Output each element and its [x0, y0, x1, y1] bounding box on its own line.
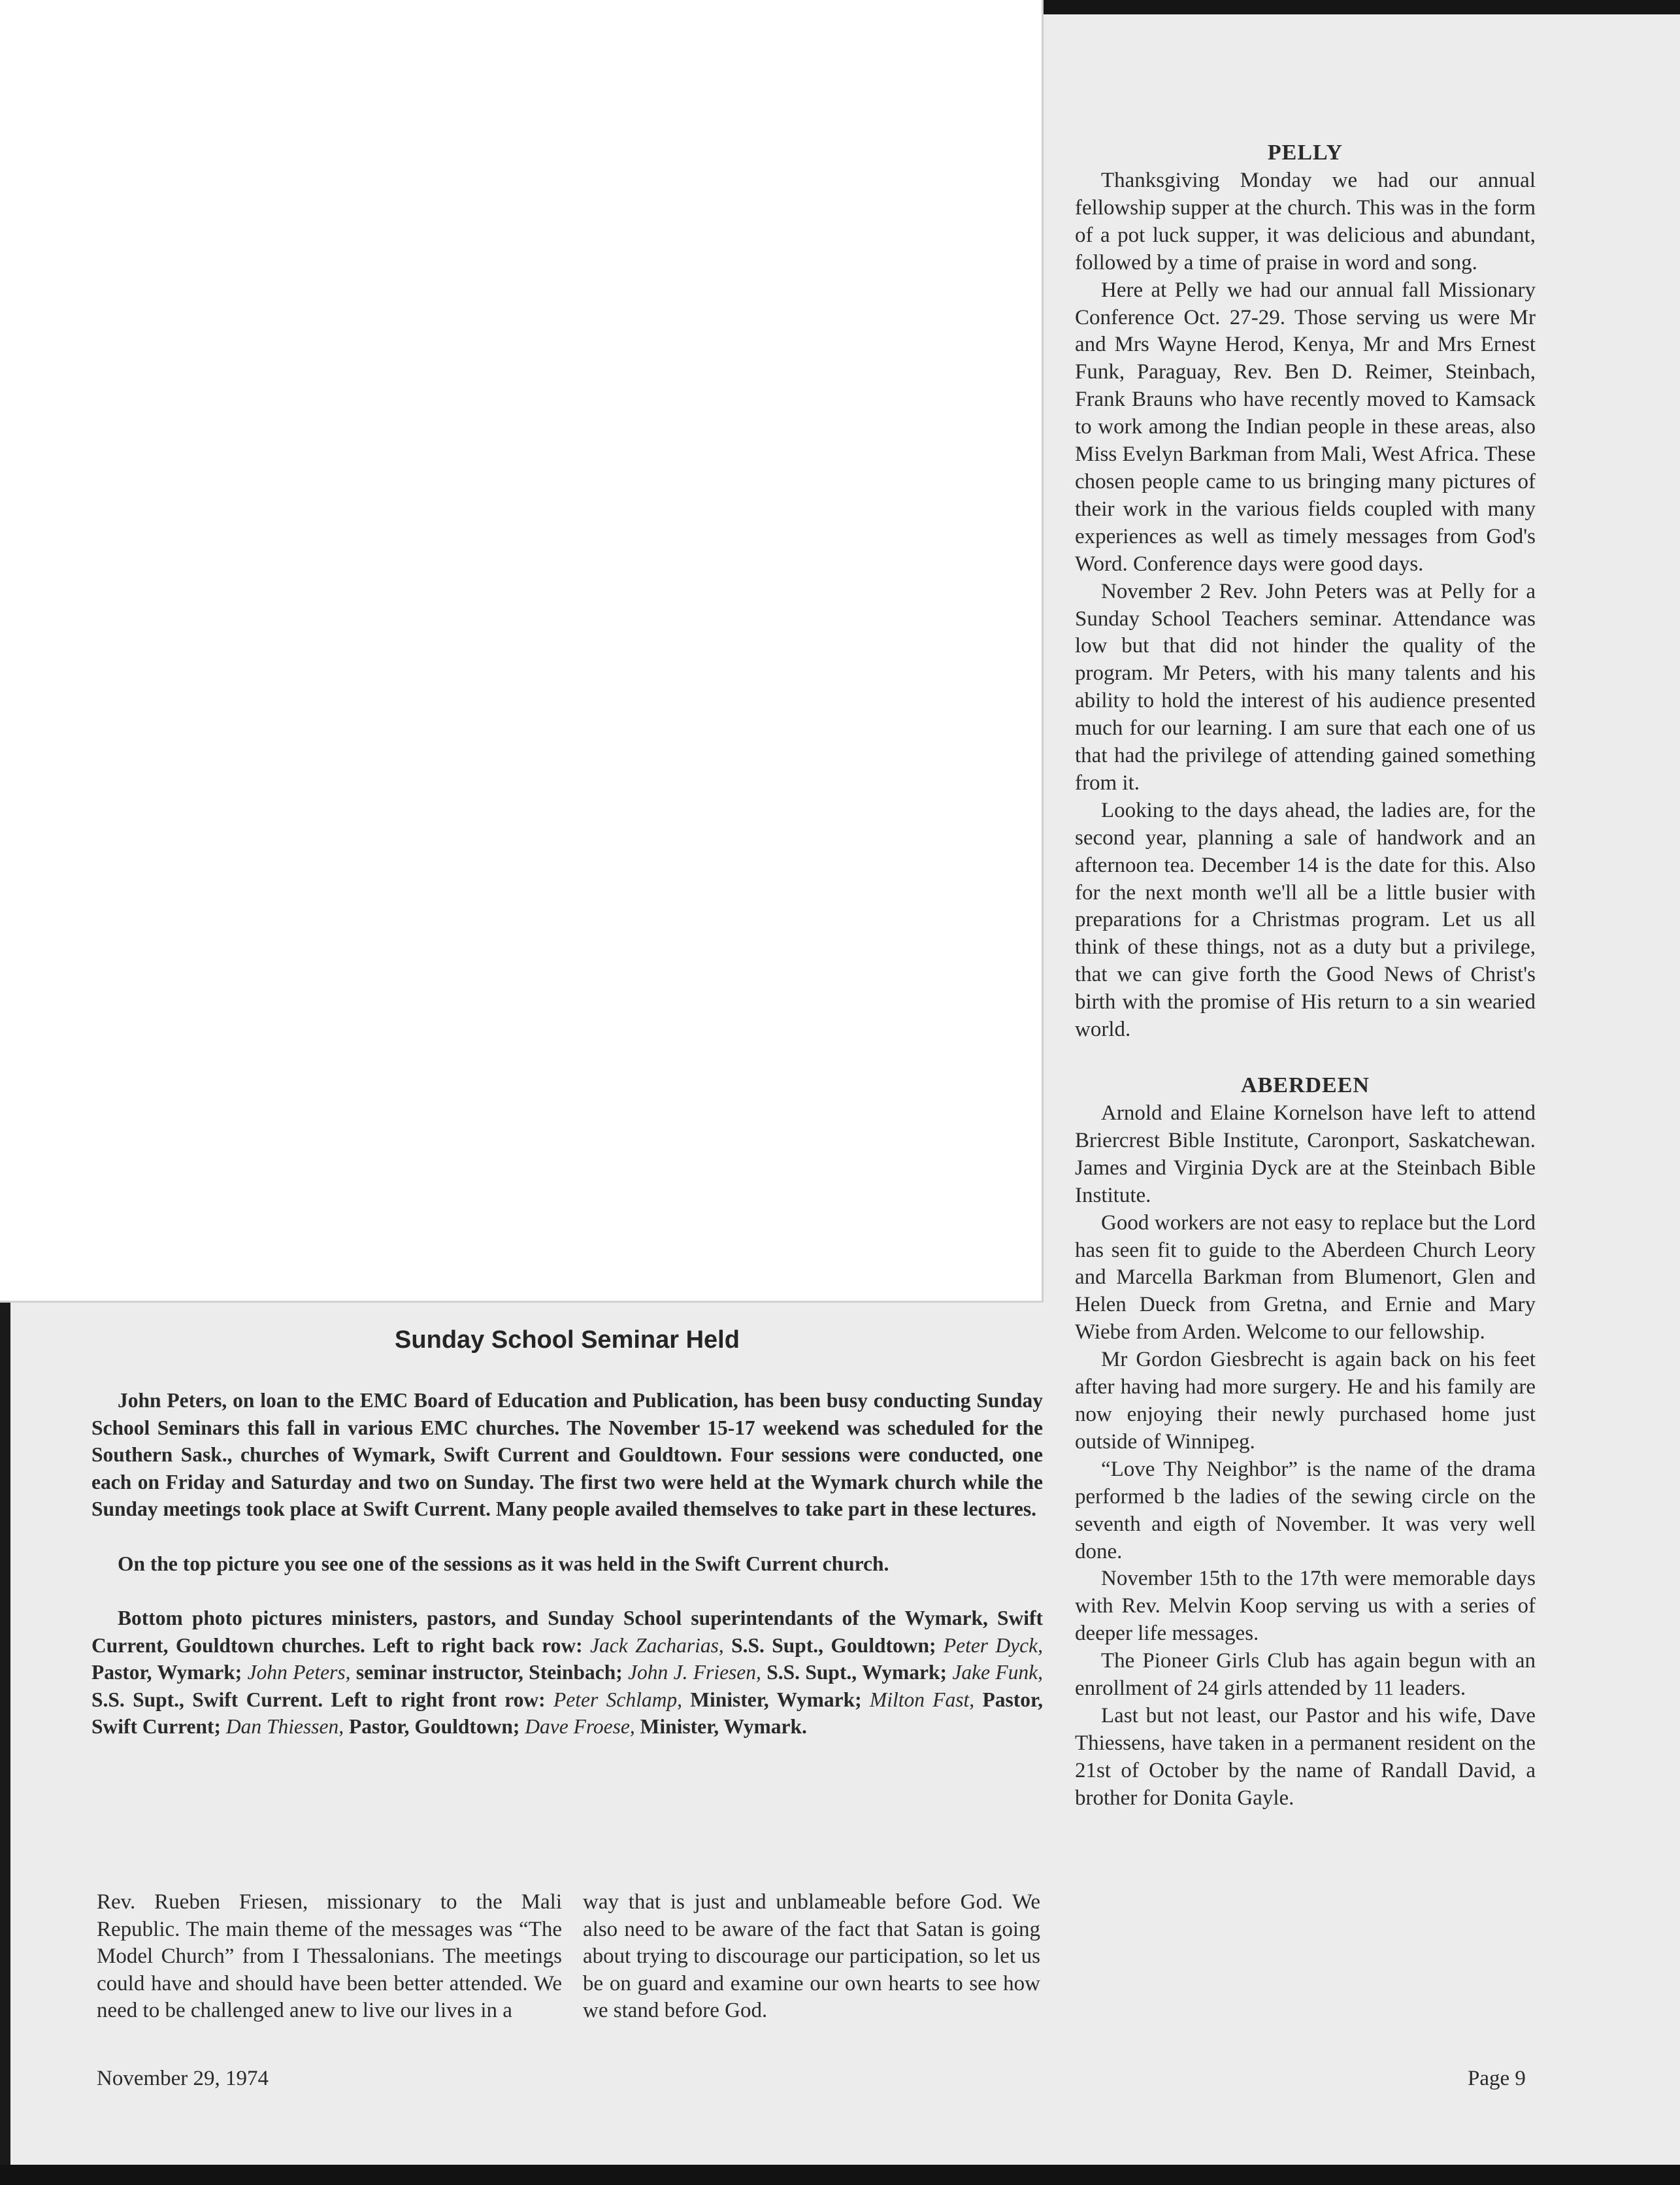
- continued-text-2: way that is just and unblameable before God. We also need to be aware of the fact that Satan is going about trying to discourage our participation, so let us be on guard and examine our own hearts to see how we stand before God.: [583, 1890, 1040, 2022]
- footer-date: November 29, 1974: [97, 2067, 269, 2090]
- caption-role: S.S. Supt., Wymark;: [761, 1661, 953, 1684]
- aberdeen-paragraph-5: November 15th to the 17th were memorable days with Rev. Melvin Koop serving us with a series of deeper life messages.: [1075, 1567, 1536, 1646]
- caption-role: Pastor, Wymark;: [91, 1661, 248, 1684]
- caption-name: Dave Froese,: [525, 1715, 635, 1738]
- caption-role: S.S. Supt., Gouldtown;: [723, 1633, 944, 1657]
- caption-name: John J. Friesen,: [628, 1661, 761, 1684]
- caption-role: Minister, Wymark;: [682, 1688, 870, 1711]
- seminar-paragraph-2: On the top picture you see one of the sessions as it was held in the Swift Current church.: [118, 1552, 889, 1575]
- seminar-article: [91, 1320, 1043, 1741]
- scan-edge-bottom: [0, 2165, 1680, 2185]
- seminar-paragraph-1: John Peters, on loan to the EMC Board of Education and Publication, has been busy conducting Sunday School Seminars this fall in various EMC churches. The November 15-17 weekend was scheduled for the Southern Sask., churches of Wymark, Swift Current and Gouldtown. Four sessions were conducted, one each on Friday and Saturday and two on Sunday. The first two were held at the Wymark church while the Sunday meetings took place at Swift Current. Many people availed themselves to take part in these lectures.: [91, 1389, 1043, 1520]
- pelly-paragraph-3: November 2 Rev. John Peters was at Pelly for a Sunday School Teachers seminar. Attendance was low but that did not hinder the quality of the program. Mr Peters, with his many talents and his ability to hold the interest of his audience presented much for our learning. I am sure that each one of us that had the privilege of attending gained something from it.: [1075, 579, 1536, 795]
- continued-text-1: Rev. Rueben Friesen, missionary to the Mali Republic. The main theme of the messages was “The Model Church” from I Thessalonians. The meetings could have and should have been better attended. We need to be challenged anew to live our lives in a: [97, 1890, 562, 2022]
- caption-role: Pastor, Gouldtown;: [344, 1715, 525, 1738]
- paste-up-seam: [1042, 0, 1044, 1302]
- caption-role: S.S. Supt., Swift Current. Left to right front row:: [91, 1688, 554, 1711]
- scan-edge-left: [0, 1302, 10, 2165]
- continued-column-1: [97, 1889, 562, 2025]
- photo-caption: [91, 1605, 1043, 1741]
- right-column: [1075, 139, 1536, 1812]
- aberdeen-heading: ABERDEEN: [1241, 1073, 1370, 1097]
- aberdeen-paragraph-1: Arnold and Elaine Kornelson have left to attend Briercrest Bible Institute, Caronport, Saskatchewan. James and Virginia Dyck are at the Steinbach Bible Institute.: [1075, 1101, 1536, 1207]
- caption-name: John Peters,: [247, 1661, 351, 1684]
- caption-name: Peter Dyck,: [943, 1633, 1043, 1657]
- caption-name: Milton Fast,: [869, 1688, 975, 1711]
- caption-role: Pastor, Swift Current;: [91, 1688, 1043, 1738]
- pelly-heading: PELLY: [1267, 141, 1343, 165]
- pelly-paragraph-2: Here at Pelly we had our annual fall Missionary Conference Oct. 27-29. Those serving us were Mr and Mrs Wayne Herod, Kenya, Mr and Mrs Ernest Funk, Paraguay, Rev. Ben D. Reimer, Steinbach, Frank Brauns who have recently moved to Kamsack to work among the Indian people in these areas, also Miss Evelyn Barkman from Mali, West Africa. These chosen people came to us bringing many pictures of their work in the various fields coupled with many experiences as well as timely messages from God's Word. Conference days were good days.: [1075, 278, 1536, 576]
- pelly-paragraph-4: Looking to the days ahead, the ladies are, for the second year, planning a sale of handwork and an afternoon tea. December 14 is the date for this. Also for the next month we'll all be a little busier with preparations for a Christmas program. Let us all think of these things, not as a duty but a privilege, that we can give forth the Good News of Christ's birth with the promise of His return to a sin wearied world.: [1075, 798, 1536, 1042]
- aberdeen-paragraph-2: Good workers are not easy to replace but the Lord has seen fit to guide to the Aberdeen Church Leory and Marcella Barkman from Blumenort, Glen and Helen Dueck from Gretna, and Ernie and Mary Wiebe from Arden. Welcome to our fellowship.: [1075, 1210, 1536, 1344]
- aberdeen-paragraph-6: The Pioneer Girls Club has again begun with an enrollment of 24 girls attended by 11 leaders.: [1075, 1649, 1536, 1701]
- page-number: Page 9: [1468, 2067, 1526, 2090]
- aberdeen-paragraph-3: Mr Gordon Giesbrecht is again back on his feet after having had more surgery. He and his family are now enjoying their newly purchased home just outside of Winnipeg.: [1075, 1348, 1536, 1454]
- continued-column-2: [583, 1889, 1040, 2025]
- caption-name: Peter Schlamp,: [553, 1688, 682, 1711]
- caption-name: Jake Funk,: [952, 1661, 1043, 1684]
- blank-photo-area: [0, 0, 1042, 1302]
- aberdeen-paragraph-4: “Love Thy Neighbor” is the name of the drama performed b the ladies of the sewing circle on the seventh and eigth of November. It was very well done.: [1075, 1457, 1536, 1563]
- caption-lead: Bottom photo pictures ministers, pastors, and Sunday School superintendants of the Wymark, Swift Current, Gouldtown churches. Left to right back row:: [91, 1607, 1043, 1657]
- caption-role: Minister, Wymark.: [634, 1715, 807, 1738]
- paste-up-step: [0, 1301, 1044, 1303]
- aberdeen-paragraph-7: Last but not least, our Pastor and his wife, Dave Thiessens, have taken in a permanent resident on the 21st of October by the name of Randall David, a brother for Donita Gayle.: [1075, 1703, 1536, 1810]
- caption-role: seminar instructor, Steinbach;: [350, 1661, 629, 1684]
- caption-name: Dan Thiessen,: [225, 1715, 344, 1738]
- caption-name: Jack Zacharias,: [590, 1633, 724, 1657]
- pelly-paragraph-1: Thanksgiving Monday we had our annual fellowship supper at the church. This was in the form of a pot luck supper, it was delicious and abundant, followed by a time of praise in word and song.: [1075, 169, 1536, 275]
- scan-edge-top: [1042, 0, 1680, 14]
- seminar-title: Sunday School Seminar Held: [395, 1326, 740, 1354]
